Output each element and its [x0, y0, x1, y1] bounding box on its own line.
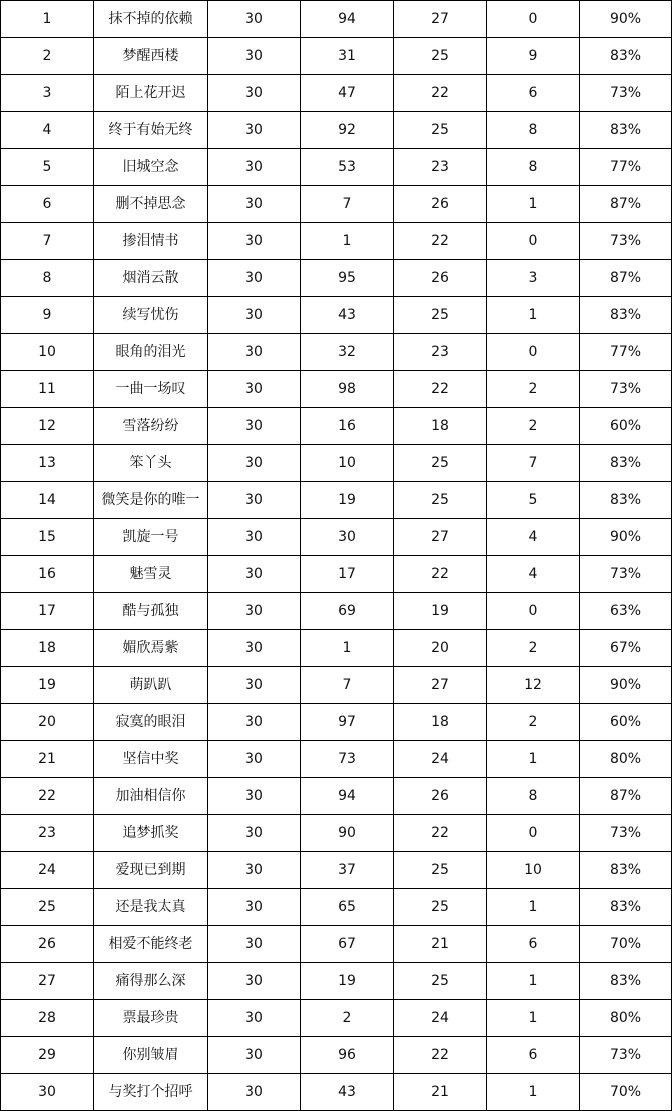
- rate-cell: 70%: [580, 926, 672, 963]
- total-cell: 30: [208, 852, 301, 889]
- hits-cell: 19: [394, 593, 487, 630]
- table-row: [1, 112, 672, 149]
- name-cell: 删不掉思念: [94, 186, 208, 223]
- rank-cell: 24: [1, 852, 94, 889]
- rank-cell: 26: [1, 926, 94, 963]
- rate-cell: 73%: [580, 371, 672, 408]
- name-cell: 追梦抓奖: [94, 815, 208, 852]
- number-cell: 37: [301, 852, 394, 889]
- rate-cell: 73%: [580, 75, 672, 112]
- hits-cell: 22: [394, 75, 487, 112]
- number-cell: 31: [301, 38, 394, 75]
- count-cell: 0: [487, 334, 580, 371]
- table-row: [1, 75, 672, 112]
- number-cell: 65: [301, 889, 394, 926]
- name-cell: 酷与孤独: [94, 593, 208, 630]
- number-cell: 92: [301, 112, 394, 149]
- number-cell: 7: [301, 667, 394, 704]
- table-row: [1, 741, 672, 778]
- name-cell: 终于有始无终: [94, 112, 208, 149]
- table-row: [1, 889, 672, 926]
- rank-cell: 4: [1, 112, 94, 149]
- total-cell: 30: [208, 889, 301, 926]
- number-cell: 94: [301, 778, 394, 815]
- table-row: [1, 556, 672, 593]
- count-cell: 2: [487, 371, 580, 408]
- total-cell: 30: [208, 630, 301, 667]
- name-cell: 雪落纷纷: [94, 408, 208, 445]
- count-cell: 2: [487, 704, 580, 741]
- number-cell: 90: [301, 815, 394, 852]
- hits-cell: 25: [394, 445, 487, 482]
- name-cell: 萌趴趴: [94, 667, 208, 704]
- total-cell: 30: [208, 1037, 301, 1074]
- table-row: [1, 593, 672, 630]
- rank-cell: 13: [1, 445, 94, 482]
- total-cell: 30: [208, 408, 301, 445]
- number-cell: 98: [301, 371, 394, 408]
- total-cell: 30: [208, 223, 301, 260]
- number-cell: 95: [301, 260, 394, 297]
- count-cell: 6: [487, 75, 580, 112]
- name-cell: 加油相信你: [94, 778, 208, 815]
- rate-cell: 90%: [580, 667, 672, 704]
- rate-cell: 80%: [580, 1000, 672, 1037]
- count-cell: 10: [487, 852, 580, 889]
- rank-cell: 7: [1, 223, 94, 260]
- hits-cell: 26: [394, 260, 487, 297]
- rank-cell: 6: [1, 186, 94, 223]
- table-row: [1, 704, 672, 741]
- count-cell: 1: [487, 1074, 580, 1111]
- name-cell: 还是我太真: [94, 889, 208, 926]
- table-row: [1, 852, 672, 889]
- rank-cell: 21: [1, 741, 94, 778]
- rank-cell: 8: [1, 260, 94, 297]
- rate-cell: 87%: [580, 186, 672, 223]
- hits-cell: 23: [394, 149, 487, 186]
- rate-cell: 83%: [580, 482, 672, 519]
- number-cell: 53: [301, 149, 394, 186]
- number-cell: 16: [301, 408, 394, 445]
- rate-cell: 83%: [580, 297, 672, 334]
- total-cell: 30: [208, 297, 301, 334]
- total-cell: 30: [208, 926, 301, 963]
- table-row: [1, 334, 672, 371]
- rank-cell: 3: [1, 75, 94, 112]
- number-cell: 43: [301, 297, 394, 334]
- name-cell: 媚欣焉紫: [94, 630, 208, 667]
- table-body: [1, 1, 672, 1111]
- hits-cell: 26: [394, 186, 487, 223]
- total-cell: 30: [208, 963, 301, 1000]
- hits-cell: 25: [394, 482, 487, 519]
- hits-cell: 20: [394, 630, 487, 667]
- number-cell: 73: [301, 741, 394, 778]
- hits-cell: 22: [394, 371, 487, 408]
- table-row: [1, 815, 672, 852]
- rate-cell: 73%: [580, 1037, 672, 1074]
- rate-cell: 83%: [580, 38, 672, 75]
- name-cell: 抹不掉的依赖: [94, 1, 208, 38]
- count-cell: 1: [487, 297, 580, 334]
- table-row: [1, 778, 672, 815]
- name-cell: 笨丫头: [94, 445, 208, 482]
- rate-cell: 67%: [580, 630, 672, 667]
- total-cell: 30: [208, 482, 301, 519]
- rate-cell: 83%: [580, 852, 672, 889]
- total-cell: 30: [208, 1000, 301, 1037]
- table-row: [1, 1074, 672, 1111]
- hits-cell: 23: [394, 334, 487, 371]
- name-cell: 你别皱眉: [94, 1037, 208, 1074]
- rate-cell: 60%: [580, 408, 672, 445]
- name-cell: 一曲一场叹: [94, 371, 208, 408]
- hits-cell: 25: [394, 297, 487, 334]
- name-cell: 旧城空念: [94, 149, 208, 186]
- count-cell: 1: [487, 741, 580, 778]
- rank-cell: 18: [1, 630, 94, 667]
- count-cell: 0: [487, 223, 580, 260]
- count-cell: 0: [487, 593, 580, 630]
- name-cell: 坚信中奖: [94, 741, 208, 778]
- hits-cell: 27: [394, 1, 487, 38]
- count-cell: 8: [487, 778, 580, 815]
- table-row: [1, 38, 672, 75]
- hits-cell: 26: [394, 778, 487, 815]
- rate-cell: 90%: [580, 1, 672, 38]
- name-cell: 续写忧伤: [94, 297, 208, 334]
- total-cell: 30: [208, 704, 301, 741]
- number-cell: 17: [301, 556, 394, 593]
- name-cell: 相爱不能终老: [94, 926, 208, 963]
- table-row: [1, 260, 672, 297]
- rank-cell: 23: [1, 815, 94, 852]
- total-cell: 30: [208, 1, 301, 38]
- rank-cell: 17: [1, 593, 94, 630]
- total-cell: 30: [208, 1074, 301, 1111]
- total-cell: 30: [208, 741, 301, 778]
- hits-cell: 22: [394, 223, 487, 260]
- count-cell: 4: [487, 519, 580, 556]
- table-row: [1, 1000, 672, 1037]
- table-row: [1, 149, 672, 186]
- count-cell: 2: [487, 630, 580, 667]
- table-row: [1, 630, 672, 667]
- rank-cell: 1: [1, 1, 94, 38]
- total-cell: 30: [208, 149, 301, 186]
- count-cell: 1: [487, 186, 580, 223]
- number-cell: 1: [301, 630, 394, 667]
- count-cell: 0: [487, 1, 580, 38]
- count-cell: 8: [487, 112, 580, 149]
- count-cell: 8: [487, 149, 580, 186]
- count-cell: 1: [487, 1000, 580, 1037]
- rate-cell: 73%: [580, 815, 672, 852]
- total-cell: 30: [208, 815, 301, 852]
- rank-cell: 27: [1, 963, 94, 1000]
- number-cell: 43: [301, 1074, 394, 1111]
- rank-cell: 15: [1, 519, 94, 556]
- total-cell: 30: [208, 778, 301, 815]
- number-cell: 19: [301, 963, 394, 1000]
- name-cell: 梦醒西楼: [94, 38, 208, 75]
- number-cell: 94: [301, 1, 394, 38]
- rank-cell: 22: [1, 778, 94, 815]
- total-cell: 30: [208, 38, 301, 75]
- hits-cell: 25: [394, 889, 487, 926]
- count-cell: 4: [487, 556, 580, 593]
- total-cell: 30: [208, 112, 301, 149]
- rate-cell: 83%: [580, 112, 672, 149]
- number-cell: 32: [301, 334, 394, 371]
- number-cell: 1: [301, 223, 394, 260]
- hits-cell: 27: [394, 519, 487, 556]
- table-row: [1, 297, 672, 334]
- rank-cell: 14: [1, 482, 94, 519]
- total-cell: 30: [208, 667, 301, 704]
- count-cell: 2: [487, 408, 580, 445]
- number-cell: 69: [301, 593, 394, 630]
- name-cell: 痛得那么深: [94, 963, 208, 1000]
- count-cell: 12: [487, 667, 580, 704]
- number-cell: 7: [301, 186, 394, 223]
- rate-cell: 90%: [580, 519, 672, 556]
- rank-cell: 9: [1, 297, 94, 334]
- hits-cell: 25: [394, 852, 487, 889]
- rate-cell: 87%: [580, 260, 672, 297]
- name-cell: 魅雪灵: [94, 556, 208, 593]
- rate-cell: 77%: [580, 149, 672, 186]
- rate-cell: 73%: [580, 556, 672, 593]
- number-cell: 2: [301, 1000, 394, 1037]
- rate-cell: 83%: [580, 889, 672, 926]
- hits-cell: 25: [394, 38, 487, 75]
- rate-cell: 77%: [580, 334, 672, 371]
- table-row: [1, 223, 672, 260]
- name-cell: 票最珍贵: [94, 1000, 208, 1037]
- total-cell: 30: [208, 519, 301, 556]
- table-row: [1, 186, 672, 223]
- hits-cell: 22: [394, 1037, 487, 1074]
- table-row: [1, 667, 672, 704]
- number-cell: 10: [301, 445, 394, 482]
- rate-cell: 87%: [580, 778, 672, 815]
- rank-cell: 20: [1, 704, 94, 741]
- rate-cell: 73%: [580, 223, 672, 260]
- table-row: [1, 926, 672, 963]
- count-cell: 5: [487, 482, 580, 519]
- rank-cell: 29: [1, 1037, 94, 1074]
- number-cell: 97: [301, 704, 394, 741]
- total-cell: 30: [208, 445, 301, 482]
- name-cell: 爱现已到期: [94, 852, 208, 889]
- name-cell: 微笑是你的唯一: [94, 482, 208, 519]
- hits-cell: 24: [394, 741, 487, 778]
- name-cell: 寂寞的眼泪: [94, 704, 208, 741]
- total-cell: 30: [208, 260, 301, 297]
- total-cell: 30: [208, 371, 301, 408]
- rank-cell: 30: [1, 1074, 94, 1111]
- hits-cell: 27: [394, 667, 487, 704]
- name-cell: 掺泪情书: [94, 223, 208, 260]
- count-cell: 7: [487, 445, 580, 482]
- table-row: [1, 963, 672, 1000]
- rank-cell: 11: [1, 371, 94, 408]
- hits-cell: 25: [394, 963, 487, 1000]
- table-row: [1, 408, 672, 445]
- table-row: [1, 519, 672, 556]
- rate-cell: 83%: [580, 963, 672, 1000]
- rank-cell: 28: [1, 1000, 94, 1037]
- rate-cell: 60%: [580, 704, 672, 741]
- name-cell: 与奖打个招呼: [94, 1074, 208, 1111]
- hits-cell: 22: [394, 815, 487, 852]
- count-cell: 6: [487, 926, 580, 963]
- rank-cell: 5: [1, 149, 94, 186]
- count-cell: 6: [487, 1037, 580, 1074]
- name-cell: 眼角的泪光: [94, 334, 208, 371]
- rank-cell: 16: [1, 556, 94, 593]
- number-cell: 19: [301, 482, 394, 519]
- hits-cell: 21: [394, 926, 487, 963]
- table-row: [1, 371, 672, 408]
- hits-cell: 22: [394, 556, 487, 593]
- rank-cell: 10: [1, 334, 94, 371]
- total-cell: 30: [208, 556, 301, 593]
- count-cell: 3: [487, 260, 580, 297]
- name-cell: 烟消云散: [94, 260, 208, 297]
- rate-cell: 80%: [580, 741, 672, 778]
- rank-cell: 2: [1, 38, 94, 75]
- rank-cell: 25: [1, 889, 94, 926]
- hits-cell: 21: [394, 1074, 487, 1111]
- hits-cell: 18: [394, 408, 487, 445]
- rate-cell: 83%: [580, 445, 672, 482]
- table-row: [1, 445, 672, 482]
- count-cell: 1: [487, 963, 580, 1000]
- table-row: [1, 1037, 672, 1074]
- name-cell: 凯旋一号: [94, 519, 208, 556]
- table-row: [1, 482, 672, 519]
- number-cell: 96: [301, 1037, 394, 1074]
- name-cell: 陌上花开迟: [94, 75, 208, 112]
- count-cell: 0: [487, 815, 580, 852]
- rank-cell: 19: [1, 667, 94, 704]
- number-cell: 30: [301, 519, 394, 556]
- table-row: [1, 1, 672, 38]
- number-cell: 47: [301, 75, 394, 112]
- count-cell: 1: [487, 889, 580, 926]
- total-cell: 30: [208, 75, 301, 112]
- rate-cell: 70%: [580, 1074, 672, 1111]
- hits-cell: 25: [394, 112, 487, 149]
- total-cell: 30: [208, 186, 301, 223]
- hits-cell: 18: [394, 704, 487, 741]
- total-cell: 30: [208, 334, 301, 371]
- number-cell: 67: [301, 926, 394, 963]
- count-cell: 9: [487, 38, 580, 75]
- total-cell: 30: [208, 593, 301, 630]
- rate-cell: 63%: [580, 593, 672, 630]
- hits-cell: 24: [394, 1000, 487, 1037]
- rank-cell: 12: [1, 408, 94, 445]
